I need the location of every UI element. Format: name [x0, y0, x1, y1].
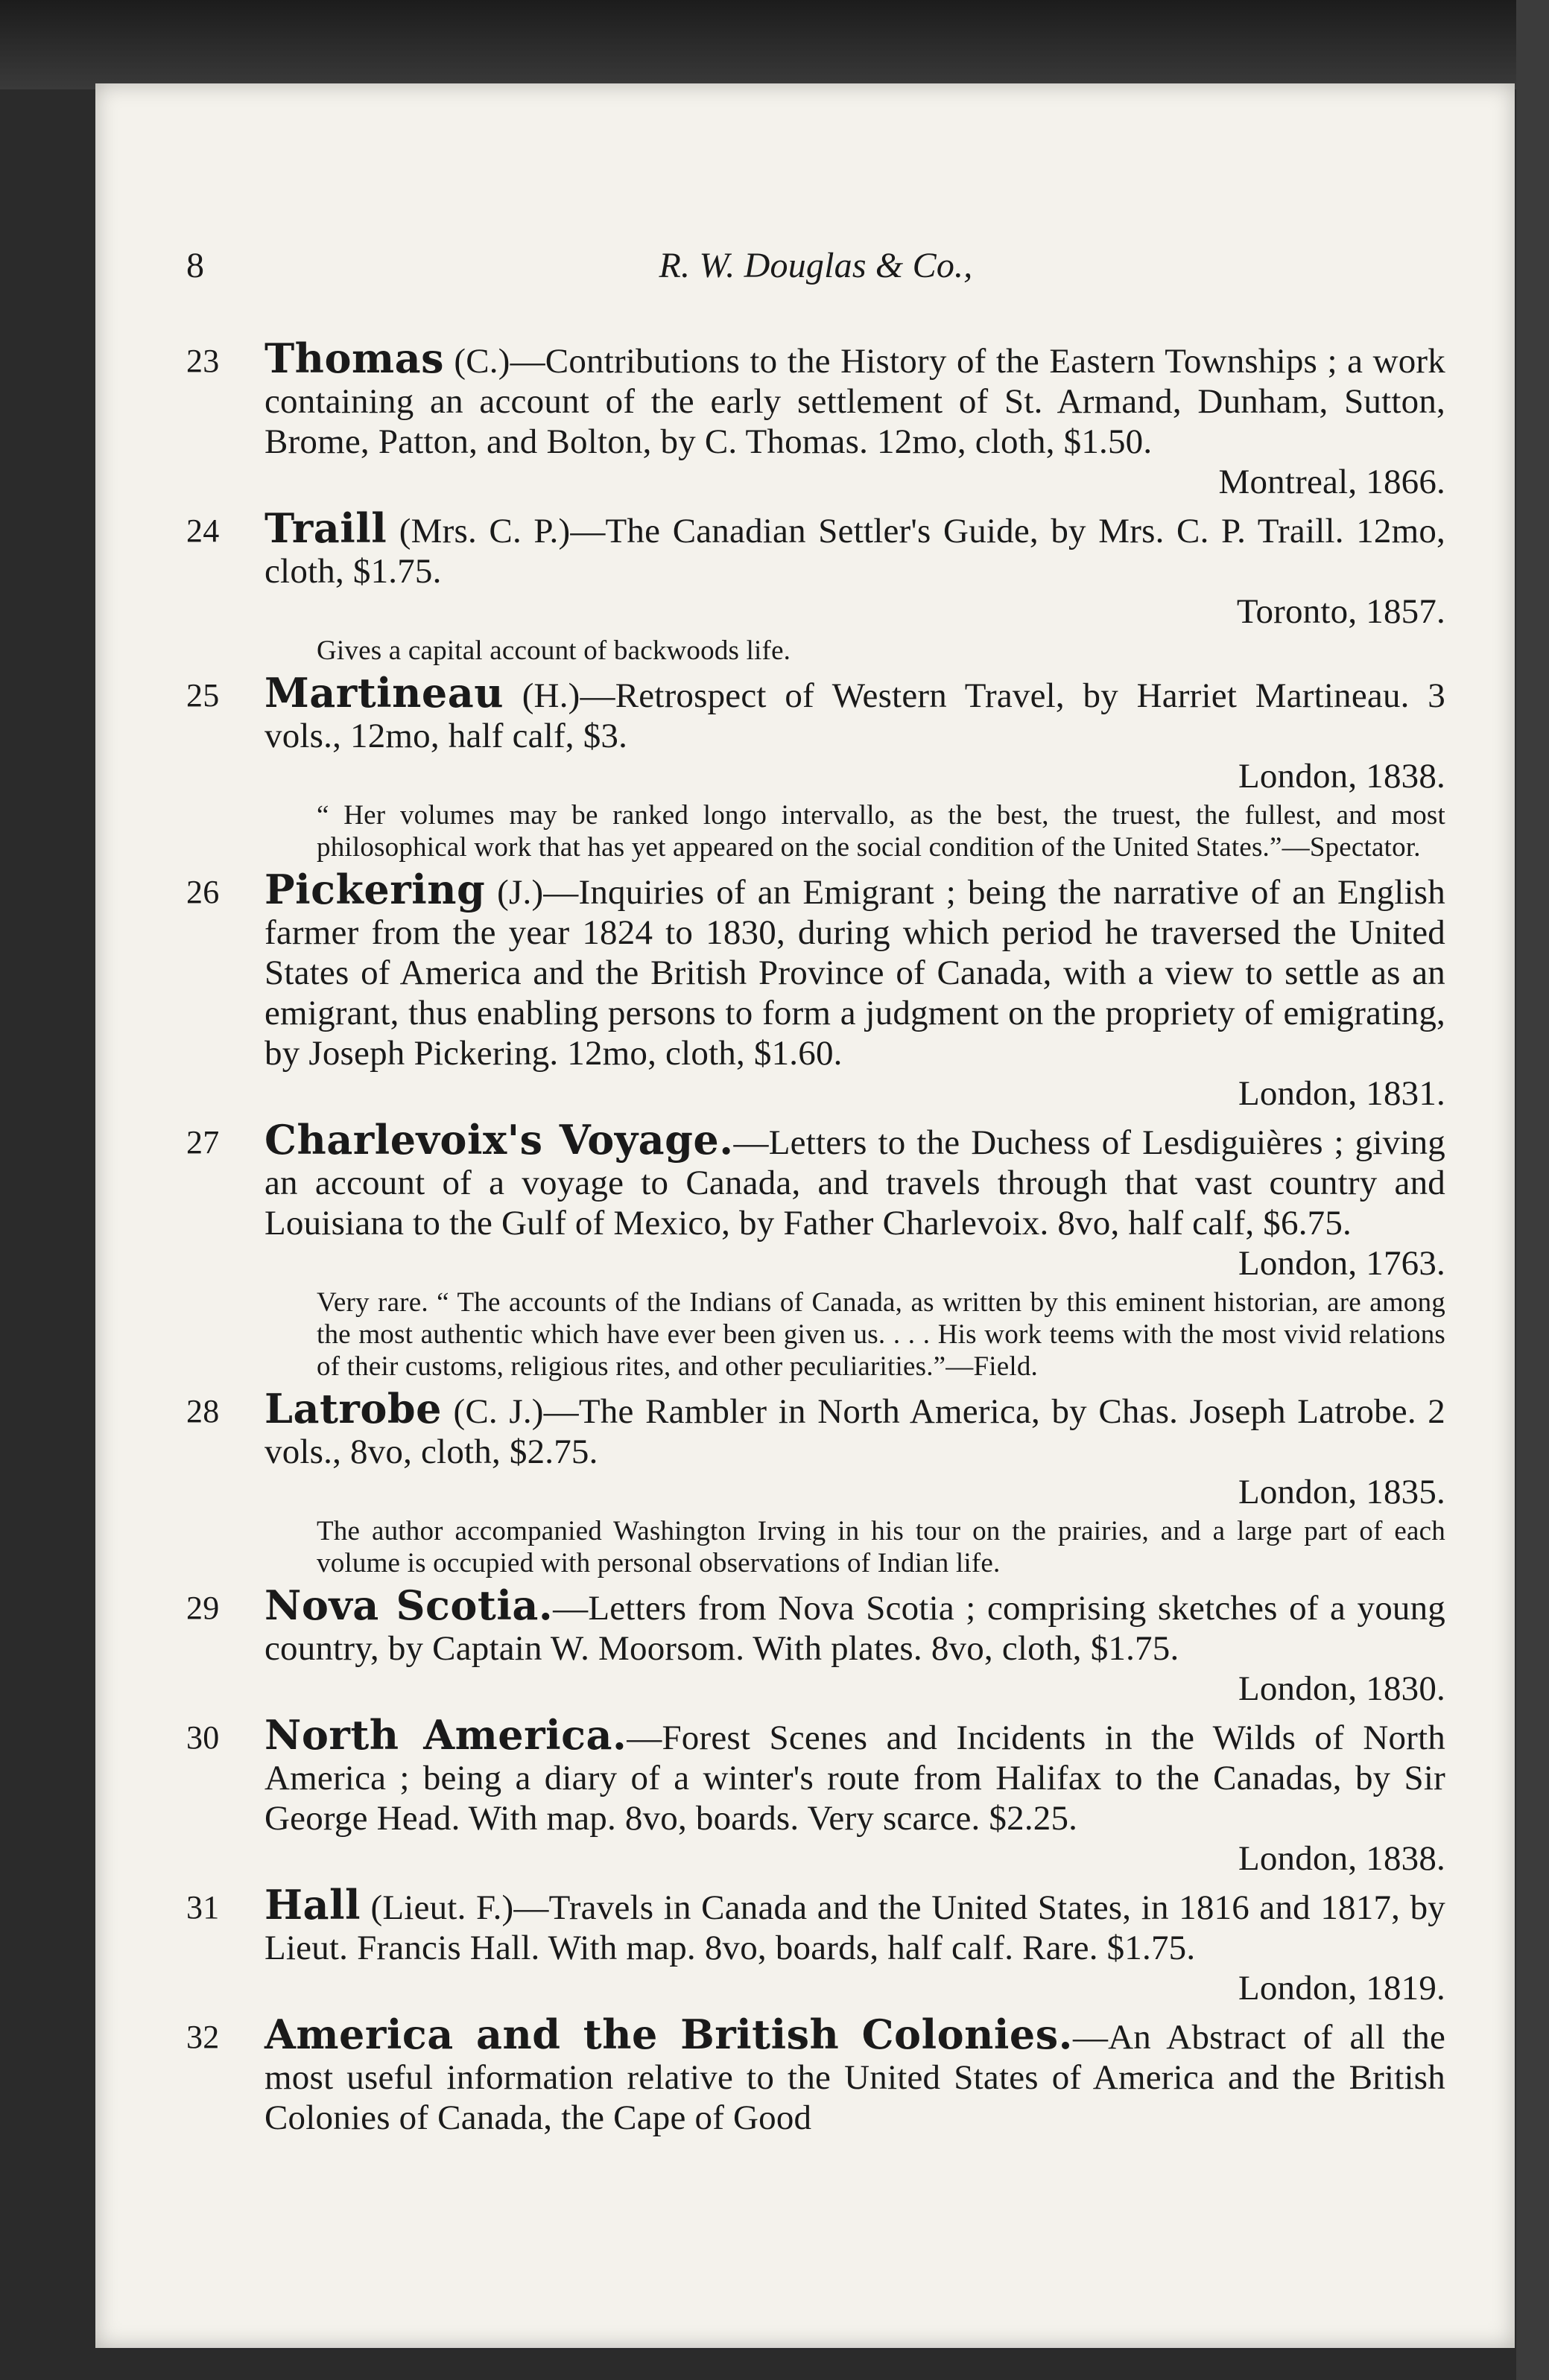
entry-author: Martineau [264, 669, 504, 717]
entry-author: Nova Scotia. [264, 1581, 554, 1629]
entry-description: —Letters from Nova Scotia ; comprising sketches of a young country, by Captain W. Moorsom. With plates. 8vo, cloth, $1.75. [264, 1589, 1445, 1668]
entry-note: The author accompanied Washington Irving in his tour on the prairies, and a large part of each volume is occupied with personal observations of Indian life. [317, 1516, 1445, 1578]
entry-description: (C.)—Contributions to the History of the Eastern Townships ; a work containing an account of the early settlement of St. Armand, Dunham, Sutton, Brome, Patton, and Bolton, by C. Thomas. 12mo, cloth, $1.50. [264, 342, 1445, 461]
entry-note: “ Her volumes may be ranked longo intervallo, as the best, the truest, the fullest, and most philosophical work that has yet appeared on the social condition of the United States.”—Spectator. [317, 800, 1445, 863]
entry-imprint: Toronto, 1857. [1236, 592, 1445, 631]
entry-description: (J.)—Inquiries of an Emigrant ; being the narrative of an English farmer from the year 1824 to 1830, during which period he traversed the United States of America and the British Province of Canada, with a view to settle as an emigrant, thus enabling persons to form a judgment on the propriety of emigrating, by Joseph Pickering. 12mo, cloth, $1.60. [264, 873, 1445, 1073]
entry-number: 26 [186, 874, 220, 910]
entry-body [264, 1881, 1445, 2008]
entry-imprint: London, 1819. [1238, 1969, 1445, 2008]
entry-description: —An Abstract of all the most useful information relative to the United States of America and the British Colonies of Canada, the Cape of Good [264, 2018, 1446, 2137]
entry-imprint: London, 1830. [1238, 1669, 1445, 1708]
catalog-entry [186, 1881, 1445, 2008]
entry-number: 28 [186, 1393, 220, 1429]
entry-imprint: London, 1835. [1238, 1473, 1445, 1511]
entry-body [264, 1581, 1445, 1709]
entry-number: 23 [186, 343, 220, 379]
catalog-entry [186, 1581, 1445, 1709]
page-header [186, 246, 1445, 298]
entry-number: 29 [186, 1590, 220, 1626]
entry-author: Traill [264, 504, 387, 552]
catalog-entry [186, 334, 1445, 502]
entry-author: Hall [264, 1881, 361, 1929]
catalog-entry [186, 2011, 1446, 2138]
entry-author: Pickering [264, 866, 486, 913]
entry-body [264, 2011, 1446, 2138]
entry-author: America and the British Colonies. [264, 2011, 1073, 2058]
catalog-entries [186, 334, 1446, 2138]
entry-description: (H.)—Retrospect of Western Travel, by Harriet Martineau. 3 vols., 12mo, half calf, $3. [264, 676, 1445, 755]
entry-imprint: London, 1831. [1238, 1074, 1445, 1113]
entry-number: 27 [186, 1124, 220, 1161]
catalog-entry [186, 1385, 1445, 1579]
catalog-entry [186, 866, 1445, 1114]
entry-description: —Forest Scenes and Incidents in the Wilds of North America ; being a diary of a winter's route from Halifax to the Canadas, by Sir George Head. With map. 8vo, boards. Very scarce. $2.25. [264, 1719, 1445, 1838]
page-number: 8 [186, 246, 205, 285]
entry-imprint: London, 1763. [1238, 1244, 1445, 1283]
entry-number: 30 [186, 1719, 220, 1756]
catalog-entry [186, 504, 1445, 667]
entry-body [264, 1116, 1445, 1383]
entry-description: (Mrs. C. P.)—The Canadian Settler's Guide, by Mrs. C. P. Traill. 12mo, cloth, $1.75. [264, 512, 1445, 591]
entry-imprint: London, 1838. [1238, 757, 1445, 796]
running-head: R. W. Douglas & Co., [659, 246, 973, 285]
entry-author: Latrobe [264, 1385, 442, 1432]
catalog-entry [186, 1711, 1445, 1879]
entry-body [264, 669, 1445, 863]
entry-note: Gives a capital account of backwoods life. [317, 635, 791, 666]
entry-number: 31 [186, 1889, 220, 1926]
entry-imprint: London, 1838. [1238, 1839, 1445, 1878]
page-content [186, 246, 1445, 2138]
entry-number: 32 [186, 2019, 220, 2055]
scan-edge-right [1516, 0, 1549, 2380]
entry-description: (C. J.)—The Rambler in North America, by Chas. Joseph Latrobe. 2 vols., 8vo, cloth, $2.75. [264, 1392, 1445, 1471]
entry-body [264, 1711, 1445, 1879]
entry-description: —Letters to the Duchess of Lesdiguières ; giving an account of a voyage to Canada, and travels through that vast country and Louisiana to the Gulf of Mexico, by Father Charlevoix. 8vo, half calf, $6.75. [264, 1123, 1445, 1243]
entry-number: 25 [186, 677, 220, 714]
entry-body [264, 1385, 1445, 1579]
entry-body [264, 334, 1445, 502]
entry-imprint: Montreal, 1866. [1218, 463, 1445, 501]
entry-body [264, 504, 1445, 667]
entry-number: 24 [186, 513, 220, 549]
entry-author: North America. [264, 1711, 627, 1759]
entry-note: Very rare. “ The accounts of the Indians of Canada, as written by this eminent historian, are among the most authentic which have ever been given us. . . . His work teems with the most vivid relations of their customs, religious rites, and other peculiarities.”—Field. [317, 1287, 1445, 1382]
catalog-entry [186, 1116, 1445, 1383]
scan-border [0, 0, 1549, 89]
entry-author: Thomas [264, 334, 444, 382]
entry-body [264, 866, 1445, 1114]
entry-author: Charlevoix's Voyage. [264, 1116, 734, 1164]
catalog-entry [186, 669, 1445, 863]
entry-description: (Lieut. F.)—Travels in Canada and the United States, in 1816 and 1817, by Lieut. Francis Hall. With map. 8vo, boards, half calf. Rare. $1.75. [264, 1888, 1445, 1967]
